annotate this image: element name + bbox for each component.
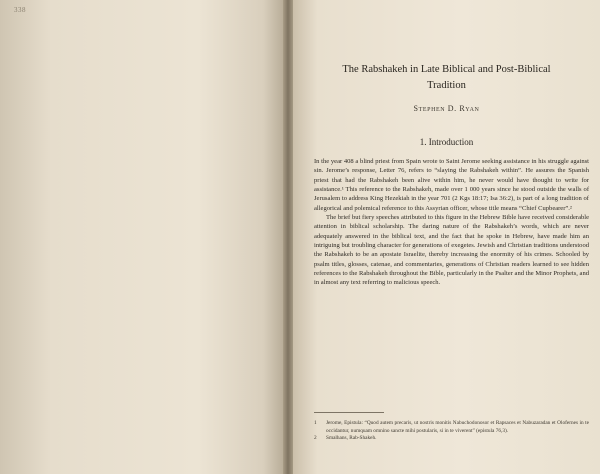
footnote-text: Smalhans, Rab-Shakeh. (326, 435, 377, 442)
article-title-line-1: The Rabshakeh in Late Biblical and Post-Biblical (342, 64, 551, 75)
body-text (314, 157, 589, 288)
footnote (314, 435, 589, 443)
paragraph: In the year 408 a blind priest from Spain wrote to Saint Jerome seeking assistance in his struggle against sin. Jerome’s response, Letter 76, refers to “slaying the Rabshakeh within”. He assures the Spanish priest that had the Rabshakeh been alive within him, he never would have thought to write for assistance.¹ This reference to the Rabshakeh, made over 1 000 years since he stood outside the walls of Jerusalem to address King Hezekiah in the year 701 (2 Kgs 18:17; Isa 36:2), is part of a long tradition of allegorical and polemical reference to this Assyrian officer, whose title means “Chief Cupbearer”.² (314, 158, 589, 212)
left-page (0, 0, 283, 474)
section-heading: 1. Introduction (419, 137, 474, 147)
page-number: 338 (14, 6, 26, 14)
article-title-line-2: Tradition (427, 80, 466, 91)
footnote-divider (314, 412, 384, 413)
footnote-text: Jerome, Epistula: “Quod autem precaris, ut nostris monitis Nabuchodonosor et Rapsaces et Nabuzaradan et Olofernes in te occidantur, numquam omnino sancte mihi postularis, si in te viverent” (epistula 76,3). (326, 420, 589, 434)
footnotes (314, 420, 589, 443)
footnote-number: 2 (314, 435, 317, 442)
book-gutter (283, 0, 293, 474)
article-title (293, 62, 600, 94)
right-page (293, 0, 600, 474)
paragraph: The brief but fiery speeches attributed to this figure in the Hebrew Bible have received considerable attention in biblical scholarship. The daring nature of the Rabshakeh’s words, which are never adequately answered in the biblical text, and the fact that he spoke in Hebrew, have made him an intriguing but troubling character for generations of exegetes. Jewish and Christian traditions understood the Rabshakeh to be an apostate Israelite, thereby increasing the enormity of his crimes. Schooled by psalm titles, glosses, catenae, and commentaries, generations of Christian readers learned to see hidden references to the Rabshakeh throughout the Bible, particularly in the Psalter and the Minor Prophets, and in almost any text referring to malicious speech. (314, 214, 589, 287)
footnote-number: 1 (314, 420, 317, 426)
footnote (314, 420, 589, 435)
author-name: Stephen D. Ryan (413, 104, 480, 113)
